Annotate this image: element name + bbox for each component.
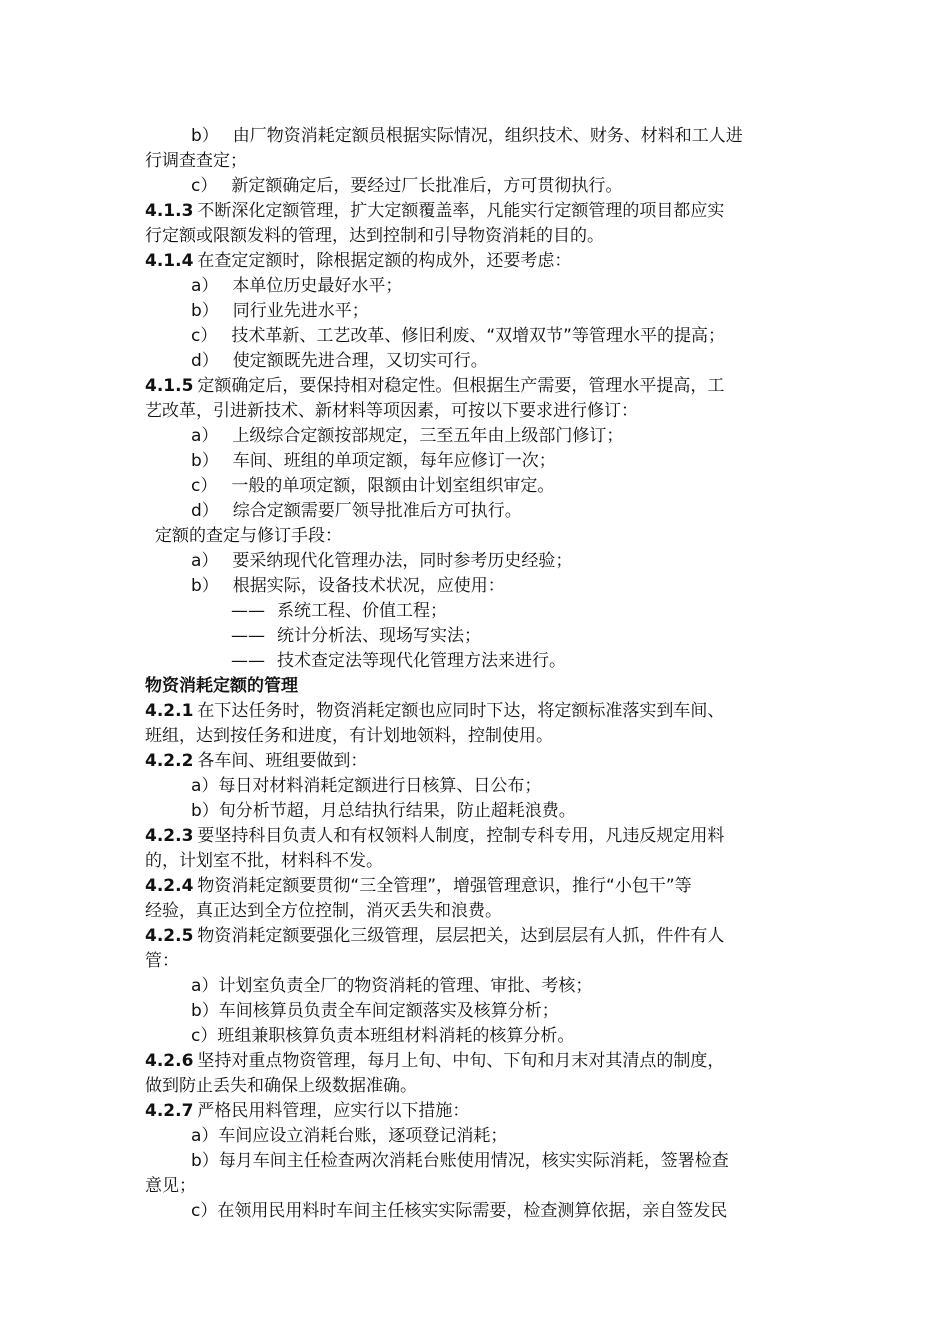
dash-marker: —— bbox=[231, 601, 265, 621]
list-item bbox=[145, 124, 810, 149]
item-text: 同行业先进水平； bbox=[232, 301, 369, 321]
dash-marker: —— bbox=[231, 651, 265, 671]
clause-number: 4.2.1 bbox=[145, 701, 194, 721]
dash-marker: —— bbox=[231, 626, 265, 646]
paragraph-line bbox=[145, 899, 810, 924]
clause-4-2-4 bbox=[145, 874, 810, 899]
clause-text: 严格民用料管理，应实行以下措施： bbox=[197, 1101, 470, 1121]
item-marker: c） bbox=[191, 176, 218, 196]
list-item bbox=[145, 299, 810, 324]
clause-number: 4.2.2 bbox=[145, 751, 194, 771]
paragraph-line bbox=[145, 224, 810, 249]
item-text: 车间、班组的单项定额，每年应修订一次； bbox=[232, 451, 556, 471]
clause-text: 不断深化定额管理，扩大定额覆盖率，凡能实行定额管理的项目都应实 bbox=[197, 201, 725, 221]
item-text: 统计分析法、现场写实法； bbox=[277, 626, 481, 646]
item-text: 综合定额需要厂领导批准后方可执行。 bbox=[232, 501, 522, 521]
paragraph-line bbox=[145, 849, 810, 874]
list-item bbox=[145, 324, 810, 349]
item-marker: b） bbox=[191, 126, 219, 146]
clause-text: 要坚持科目负责人和有权领料人制度，控制专科专用，凡违反规定用料 bbox=[197, 826, 725, 846]
item-marker: a） bbox=[191, 276, 219, 296]
list-item bbox=[145, 474, 810, 499]
item-text: 由厂物资消耗定额员根据实际情况，组织技术、财务、材料和工人进 bbox=[232, 126, 743, 146]
list-item bbox=[145, 799, 810, 824]
paragraph-line bbox=[145, 724, 810, 749]
clause-4-2-5 bbox=[145, 924, 810, 949]
line-text: 管： bbox=[145, 951, 179, 971]
item-text: 技术查定法等现代化管理方法来进行。 bbox=[277, 651, 566, 671]
clause-text: 定额确定后，要保持相对稳定性。但根据生产需要，管理水平提高，工 bbox=[197, 376, 725, 396]
item-text: 上级综合定额按部规定，三至五年由上级部门修订； bbox=[232, 426, 624, 446]
list-item bbox=[145, 1024, 810, 1049]
line-text: 班组，达到按任务和进度，有计划地领料，控制使用。 bbox=[145, 726, 553, 746]
clause-4-1-3 bbox=[145, 199, 810, 224]
list-item bbox=[145, 549, 810, 574]
clause-text: 在下达任务时，物资消耗定额也应同时下达，将定额标准落实到车间、 bbox=[197, 701, 725, 721]
clause-4-2-1 bbox=[145, 699, 810, 724]
clause-4-1-4 bbox=[145, 249, 810, 274]
clause-text: 坚持对重点物资管理，每月上旬、中旬、下旬和月末对其清点的制度， bbox=[197, 1051, 725, 1071]
list-item bbox=[145, 1199, 810, 1224]
dash-item bbox=[145, 599, 810, 624]
clause-number: 4.2.3 bbox=[145, 826, 194, 846]
paragraph-line bbox=[145, 399, 810, 424]
list-item bbox=[145, 1149, 810, 1174]
list-item bbox=[145, 349, 810, 374]
line-text: 经验，真正达到全方位控制，消灭丢失和浪费。 bbox=[145, 901, 502, 921]
list-item bbox=[145, 449, 810, 474]
clause-number: 4.1.3 bbox=[145, 201, 194, 221]
item-text: b）每月车间主任检查两次消耗台账使用情况，核实实际消耗，签署检查 bbox=[191, 1151, 729, 1171]
list-item bbox=[145, 274, 810, 299]
item-marker: b） bbox=[191, 451, 219, 471]
item-text: c）在领用民用料时车间主任核实实际需要，检查测算依据，亲自签发民 bbox=[191, 1201, 728, 1221]
item-marker: a） bbox=[191, 426, 219, 446]
clause-number: 4.1.5 bbox=[145, 376, 194, 396]
item-text: 新定额确定后，要经过厂长批准后，方可贯彻执行。 bbox=[231, 176, 623, 196]
clause-4-2-3 bbox=[145, 824, 810, 849]
clause-text: 各车间、班组要做到： bbox=[197, 751, 368, 771]
section-heading bbox=[145, 674, 810, 699]
item-marker: d） bbox=[191, 501, 219, 521]
item-text: 一般的单项定额，限额由计划室组织审定。 bbox=[231, 476, 555, 496]
clause-4-2-7 bbox=[145, 1099, 810, 1124]
item-text: a）每日对材料消耗定额进行日核算、日公布； bbox=[191, 776, 542, 796]
line-text: 行调查查定； bbox=[145, 151, 247, 171]
item-text: 要采纳现代化管理办法，同时参考历史经验； bbox=[232, 551, 573, 571]
clause-number: 4.2.7 bbox=[145, 1101, 194, 1121]
list-item bbox=[145, 999, 810, 1024]
item-text: b）车间核算员负责全车间定额落实及核算分析； bbox=[191, 1001, 559, 1021]
item-marker: a） bbox=[191, 551, 219, 571]
list-item bbox=[145, 574, 810, 599]
clause-number: 4.1.4 bbox=[145, 251, 194, 271]
paragraph-line bbox=[145, 1074, 810, 1099]
dash-item bbox=[145, 649, 810, 674]
clause-text: 物资消耗定额要强化三级管理，层层把关，达到层层有人抓，件件有人 bbox=[197, 926, 725, 946]
heading-text: 物资消耗定额的管理 bbox=[145, 676, 298, 696]
clause-number: 4.2.4 bbox=[145, 876, 194, 896]
item-marker: b） bbox=[191, 301, 219, 321]
item-marker: c） bbox=[191, 476, 218, 496]
item-marker: b） bbox=[191, 576, 219, 596]
item-marker: c） bbox=[191, 326, 218, 346]
item-text: a）车间应设立消耗台账，逐项登记消耗； bbox=[191, 1126, 508, 1146]
clause-text: 在查定定额时，除根据定额的构成外，还要考虑： bbox=[197, 251, 572, 271]
line-text: 艺改革，引进新技术、新材料等项因素，可按以下要求进行修订： bbox=[145, 401, 638, 421]
list-item bbox=[145, 774, 810, 799]
item-text: 系统工程、价值工程； bbox=[277, 601, 447, 621]
clause-4-1-5 bbox=[145, 374, 810, 399]
line-text: 定额的查定与修订手段： bbox=[155, 526, 342, 546]
clause-number: 4.2.5 bbox=[145, 926, 194, 946]
clause-number: 4.2.6 bbox=[145, 1051, 194, 1071]
item-text: 技术革新、工艺改革、修旧利废、“双增双节”等管理水平的提高； bbox=[231, 326, 725, 346]
list-item bbox=[145, 974, 810, 999]
section-heading-plain bbox=[145, 524, 810, 549]
clause-4-2-6 bbox=[145, 1049, 810, 1074]
item-text: 根据实际，设备技术状况，应使用： bbox=[232, 576, 505, 596]
item-text: 本单位历史最好水平； bbox=[232, 276, 403, 296]
item-marker: d） bbox=[191, 351, 219, 371]
line-text: 意见； bbox=[145, 1176, 196, 1196]
line-text: 行定额或限额发料的管理，达到控制和引导物资消耗的目的。 bbox=[145, 226, 604, 246]
list-item bbox=[145, 424, 810, 449]
paragraph-line bbox=[145, 1174, 810, 1199]
paragraph-line bbox=[145, 949, 810, 974]
dash-item bbox=[145, 624, 810, 649]
clause-4-2-2 bbox=[145, 749, 810, 774]
item-text: a）计划室负责全厂的物资消耗的管理、审批、考核； bbox=[191, 976, 593, 996]
item-text: 使定额既先进合理，又切实可行。 bbox=[232, 351, 488, 371]
list-item bbox=[145, 499, 810, 524]
clause-text: 物资消耗定额要贯彻“三全管理”，增强管理意识，推行“小包干”等 bbox=[197, 876, 692, 896]
paragraph-line bbox=[145, 149, 810, 174]
list-item bbox=[145, 174, 810, 199]
line-text: 做到防止丢失和确保上级数据准确。 bbox=[145, 1076, 417, 1096]
item-text: b）旬分析节超，月总结执行结果，防止超耗浪费。 bbox=[191, 801, 576, 821]
list-item bbox=[145, 1124, 810, 1149]
line-text: 的，计划室不批，材料科不发。 bbox=[145, 851, 383, 871]
item-text: c）班组兼职核算负责本班组材料消耗的核算分析。 bbox=[191, 1026, 575, 1046]
document-body bbox=[145, 124, 810, 1224]
